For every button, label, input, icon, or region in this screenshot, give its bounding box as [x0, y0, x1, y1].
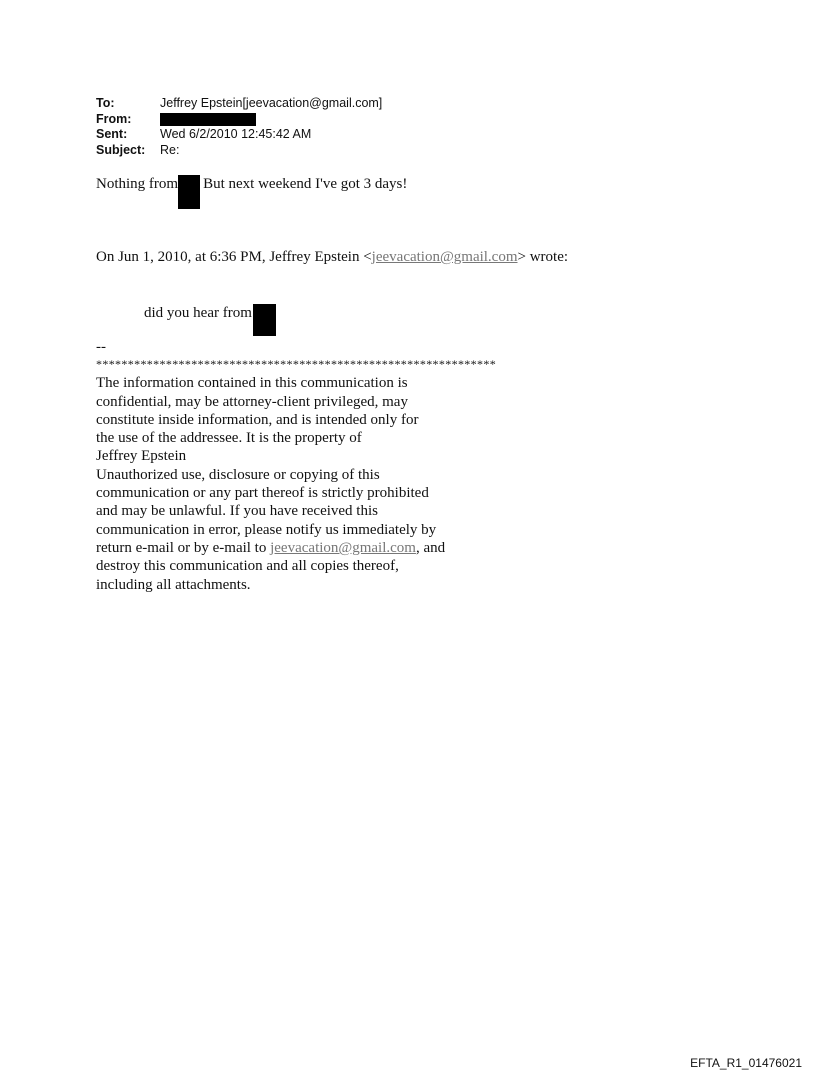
reply-text-before: Nothing from	[96, 176, 179, 192]
to-label: To:	[96, 96, 115, 110]
disclaimer-line: destroy this communication and all copies thereof,	[96, 558, 399, 575]
disclaimer-line: and may be unlawful. If you have received this	[96, 503, 378, 520]
disclaimer-line: communication or any part thereof is strictly prohibited	[96, 485, 429, 502]
disclaimer-line: including all attachments.	[96, 576, 251, 593]
subject-label: Subject:	[96, 142, 146, 157]
disclaimer-line: confidential, may be attorney-client privileged, may	[96, 393, 408, 410]
quoted-text: did you hear from	[144, 305, 252, 321]
to-row	[96, 96, 382, 112]
subject-value: Re:	[160, 142, 180, 157]
quoted-message	[144, 304, 276, 336]
sent-value: Wed 6/2/2010 12:45:42 AM	[160, 127, 312, 141]
sent-label: Sent:	[96, 127, 128, 141]
disclaimer-email-link[interactable]: jeevacation@gmail.com	[270, 539, 416, 556]
to-value: Jeffrey Epstein[jeevacation@gmail.com]	[160, 96, 383, 110]
asterisk-divider: ***************************************************************	[96, 357, 497, 372]
reply-redaction	[178, 175, 200, 209]
email-header	[96, 96, 382, 158]
disclaimer-line: constitute inside information, and is intended only for	[96, 411, 419, 428]
disclaimer-line: Unauthorized use, disclosure or copying of this	[96, 466, 380, 483]
disclaimer-line: communication in error, please notify us immediately by	[96, 521, 437, 538]
quote-header	[96, 248, 568, 266]
disclaimer-line: The information contained in this communication is	[96, 375, 408, 392]
quote-header-pre: On Jun 1, 2010, at 6:36 PM, Jeffrey Epstein <	[96, 249, 372, 265]
disclaimer-return-line	[96, 539, 496, 557]
disclaimer-line: Jeffrey Epstein	[96, 448, 187, 465]
subject-row	[96, 143, 382, 159]
return-text-post: , and	[415, 539, 446, 556]
sent-row	[96, 127, 382, 143]
reply-text-after: But next weekend I've got 3 days!	[203, 176, 408, 192]
disclaimer-block	[96, 338, 496, 594]
signature-separator: --	[96, 339, 106, 355]
quote-header-email-link[interactable]: jeevacation@gmail.com	[371, 249, 518, 265]
from-row	[96, 112, 382, 128]
reply-line	[96, 175, 407, 209]
document-id: EFTA_R1_01476021	[690, 1056, 802, 1070]
from-label: From:	[96, 111, 132, 126]
disclaimer-line: the use of the addressee. It is the property of	[96, 430, 362, 447]
return-text-pre: return e-mail or by e-mail to	[96, 539, 271, 556]
from-redaction	[160, 113, 256, 126]
quote-header-post: > wrote:	[517, 249, 569, 265]
quoted-redaction	[253, 304, 276, 336]
